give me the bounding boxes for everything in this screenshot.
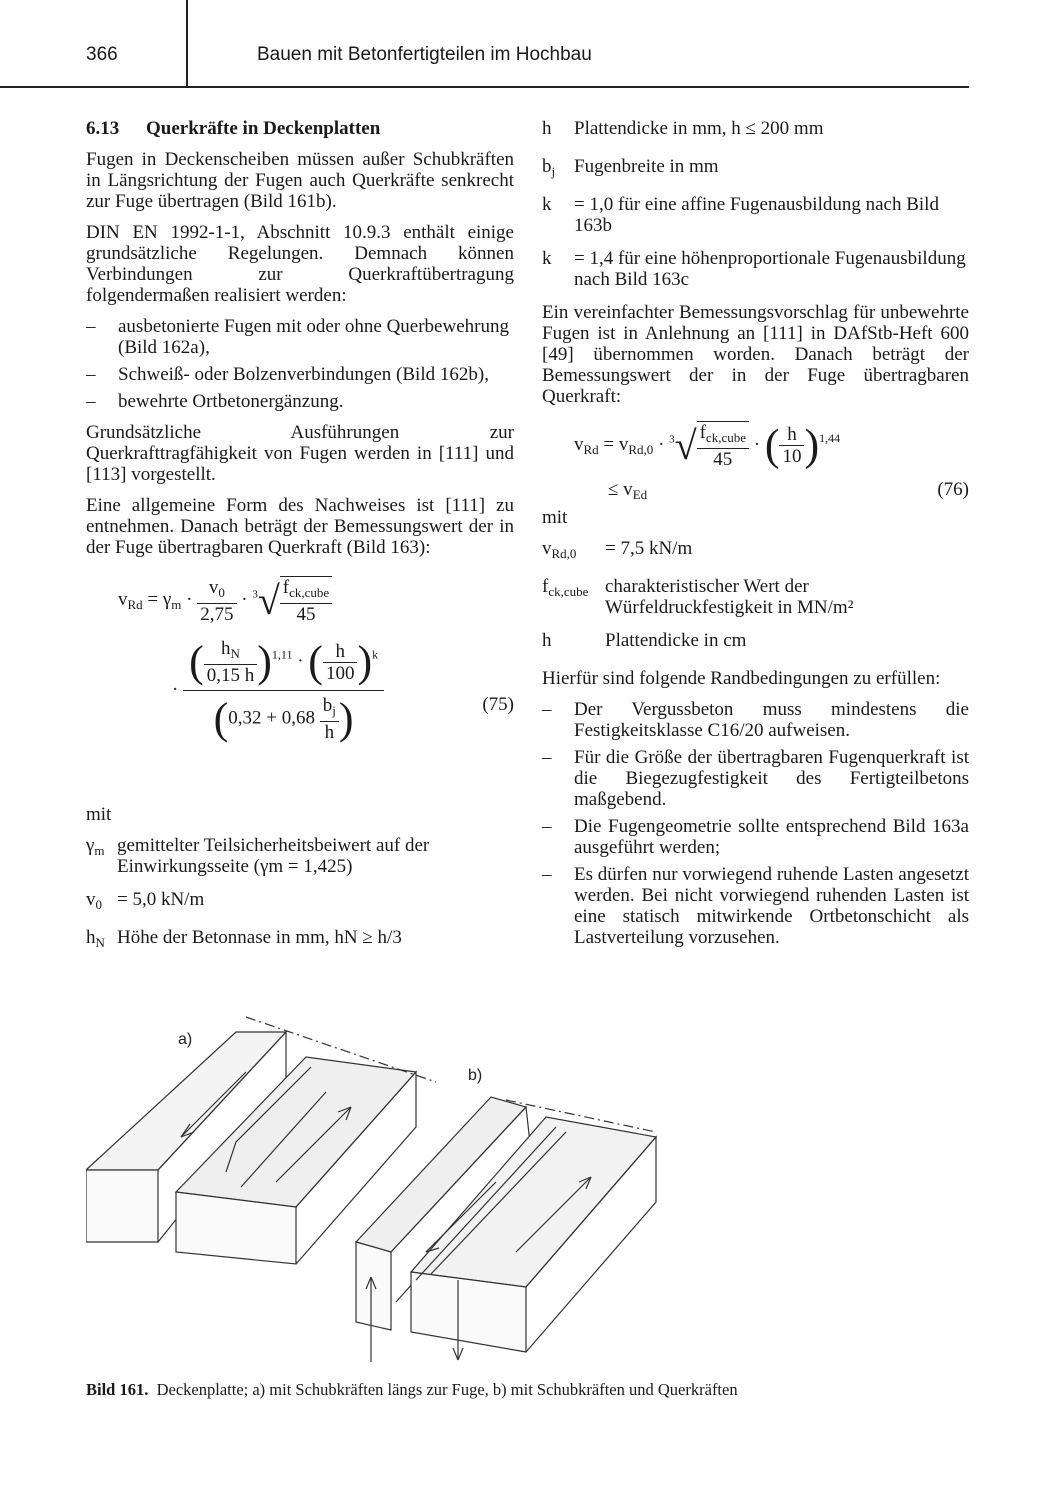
definition-row: $\gamma_m$ gemittelter Teilsicherheitsbeiwert auf der Einwirkungsseite (γm = 1,425)	[86, 835, 514, 877]
equation-number: (76)	[937, 479, 969, 500]
definition-row: k = 1,0 für eine affine Fugenausbildung nach Bild 163b	[542, 194, 969, 236]
slab-joint-drawing	[86, 1012, 666, 1364]
section-heading	[86, 118, 514, 139]
header-rule	[0, 86, 969, 88]
list-item: – Für die Größe der übertragbaren Fugenquerkraft ist die Biegezugfestigkeit des Fertigteilbetons maßgebend.	[542, 747, 969, 810]
equation-75: $v_{Rd} = \gamma_m$ · $\frac{v_0}{2,75}$ · $^3$√ $\frac{f_{ck,cube}}{45}$ · ( $\frac{h_N}{0,15 h}$ )$^{1,11}$ · ( $\frac{h}{100}$ )$^k$ (0,32 + 0,68 $\frac{b_j}{h}$ ) (75)	[118, 576, 514, 743]
paragraph: Hierfür sind folgende Randbedingungen zu erfüllen:	[542, 668, 941, 689]
figure-161	[86, 1012, 666, 1364]
paragraph: DIN EN 1992-1-1, Abschnitt 10.9.3 enthält einige grundsätzliche Regelungen. Demnach können Verbindungen zur Querkraftübertragung folgendermaßen realisiert werden:	[86, 222, 514, 306]
list-item: – Es dürfen nur vorwiegend ruhende Lasten angesetzt werden. Bei nicht vorwiegend ruhenden Lasten ist eine statisch mitwirkende Ortbetonschicht als Lastverteilung vorzusehen.	[542, 864, 969, 948]
list-item: – ausbetonierte Fugen mit oder ohne Querbewehrung (Bild 162a),	[86, 316, 514, 358]
equation-number: (75)	[482, 694, 514, 715]
figure-caption	[86, 1380, 738, 1400]
definition-row: k = 1,4 für eine höhenproportionale Fugenausbildung nach Bild 163c	[542, 248, 969, 290]
paragraph-mit: mit	[86, 804, 112, 825]
definition-list	[86, 835, 514, 953]
definition-row: h Plattendicke in mm, h ≤ 200 mm	[542, 118, 969, 144]
definition-row: $f_{ck,cube}$ charakteristischer Wert der Würfeldruckfestigkeit in MN/m²	[542, 576, 969, 618]
paragraph: Grundsätzliche Ausführungen zur Querkrafttragfähigkeit von Fugen werden in [111] und [113] vorgestellt.	[86, 422, 514, 485]
definition-text: = 7,5 kN/m	[605, 538, 693, 559]
definition-list	[542, 118, 969, 290]
page-number: 366	[86, 44, 118, 65]
definition-row: $h_N$ Höhe der Betonnase in mm, hN ≥ h/3	[86, 927, 514, 953]
definition-text: = 1,0 für eine affine Fugenausbildung nach Bild 163b	[574, 194, 939, 236]
right-column	[542, 118, 969, 958]
list-item: – Die Fugengeometrie sollte entsprechend Bild 163a ausgeführt werden;	[542, 816, 969, 858]
definition-row: $v_0$ = 5,0 kN/m	[86, 889, 514, 915]
definition-text: gemittelter Teilsicherheitsbeiwert auf der Einwirkungsseite (γm = 1,425)	[117, 835, 430, 877]
definition-row: $v_{Rd,0}$ = 7,5 kN/m	[542, 538, 969, 564]
figure-label-a: a)	[178, 1031, 193, 1048]
bullet-list	[542, 699, 969, 948]
definition-text: = 1,4 für eine höhenproportionale Fugenausbildung nach Bild 163c	[574, 248, 966, 290]
paragraph: Fugen in Deckenscheiben müssen außer Schubkräften in Längsrichtung der Fugen auch Querkräfte senkrecht zur Fuge übertragen (Bild 161b).	[86, 149, 514, 212]
bullet-list	[86, 316, 514, 412]
definition-text: = 5,0 kN/m	[117, 889, 205, 910]
list-item: – Der Vergussbeton muss mindestens die Festigkeitsklasse C16/20 aufweisen.	[542, 699, 969, 741]
equation-76: $v_{Rd} = v_{Rd,0} \cdot ^3√$ $\frac{f_{ck,cube}}{45}$ · ( $\frac{h}{10}$ )$^{1,44}$ ≤ $v_{Ed}$ (76)	[574, 420, 969, 502]
figure-label-b: b)	[468, 1067, 483, 1084]
section-title: Querkräfte in Deckenplatten	[146, 118, 381, 139]
definition-text: charakteristischer Wert der Würfeldruckfestigkeit in MN/m²	[605, 576, 854, 618]
header-divider	[186, 0, 188, 88]
list-item: – bewehrte Ortbetonergänzung.	[86, 391, 514, 412]
caption-label: Bild 161.	[86, 1380, 149, 1399]
caption-text: Deckenplatte; a) mit Schubkräften längs zur Fuge, b) mit Schubkräften und Querkräften	[156, 1380, 738, 1399]
definition-text: Höhe der Betonnase in mm, hN ≥ h/3	[117, 927, 402, 948]
section-number: 6.13	[86, 118, 120, 139]
running-title: Bauen mit Betonfertigteilen im Hochbau	[257, 44, 592, 65]
paragraph: Ein vereinfachter Bemessungsvorschlag für unbewehrte Fugen ist in Anlehnung an [111] in DAfStb-Heft 600 [49] übernommen worden. Danach beträgt der Bemessungswert der in der Fuge übertragbaren Querkraft:	[542, 302, 969, 407]
paragraph-mit: mit	[542, 507, 568, 528]
definition-list	[542, 538, 969, 656]
definition-row: h Plattendicke in cm	[542, 630, 969, 656]
definition-row: $b_j$ Fugenbreite in mm	[542, 156, 969, 182]
definition-text: Plattendicke in mm, h ≤ 200 mm	[574, 118, 824, 139]
left-column	[86, 118, 514, 965]
definition-text: Fugenbreite in mm	[574, 156, 719, 177]
list-item: – Schweiß- oder Bolzenverbindungen (Bild 162b),	[86, 364, 514, 385]
paragraph: Eine allgemeine Form des Nachweises ist [111] zu entnehmen. Danach beträgt der Bemessungswert der in der Fuge übertragbaren Querkraft (Bild 163):	[86, 495, 514, 558]
definition-text: Plattendicke in cm	[605, 630, 747, 651]
